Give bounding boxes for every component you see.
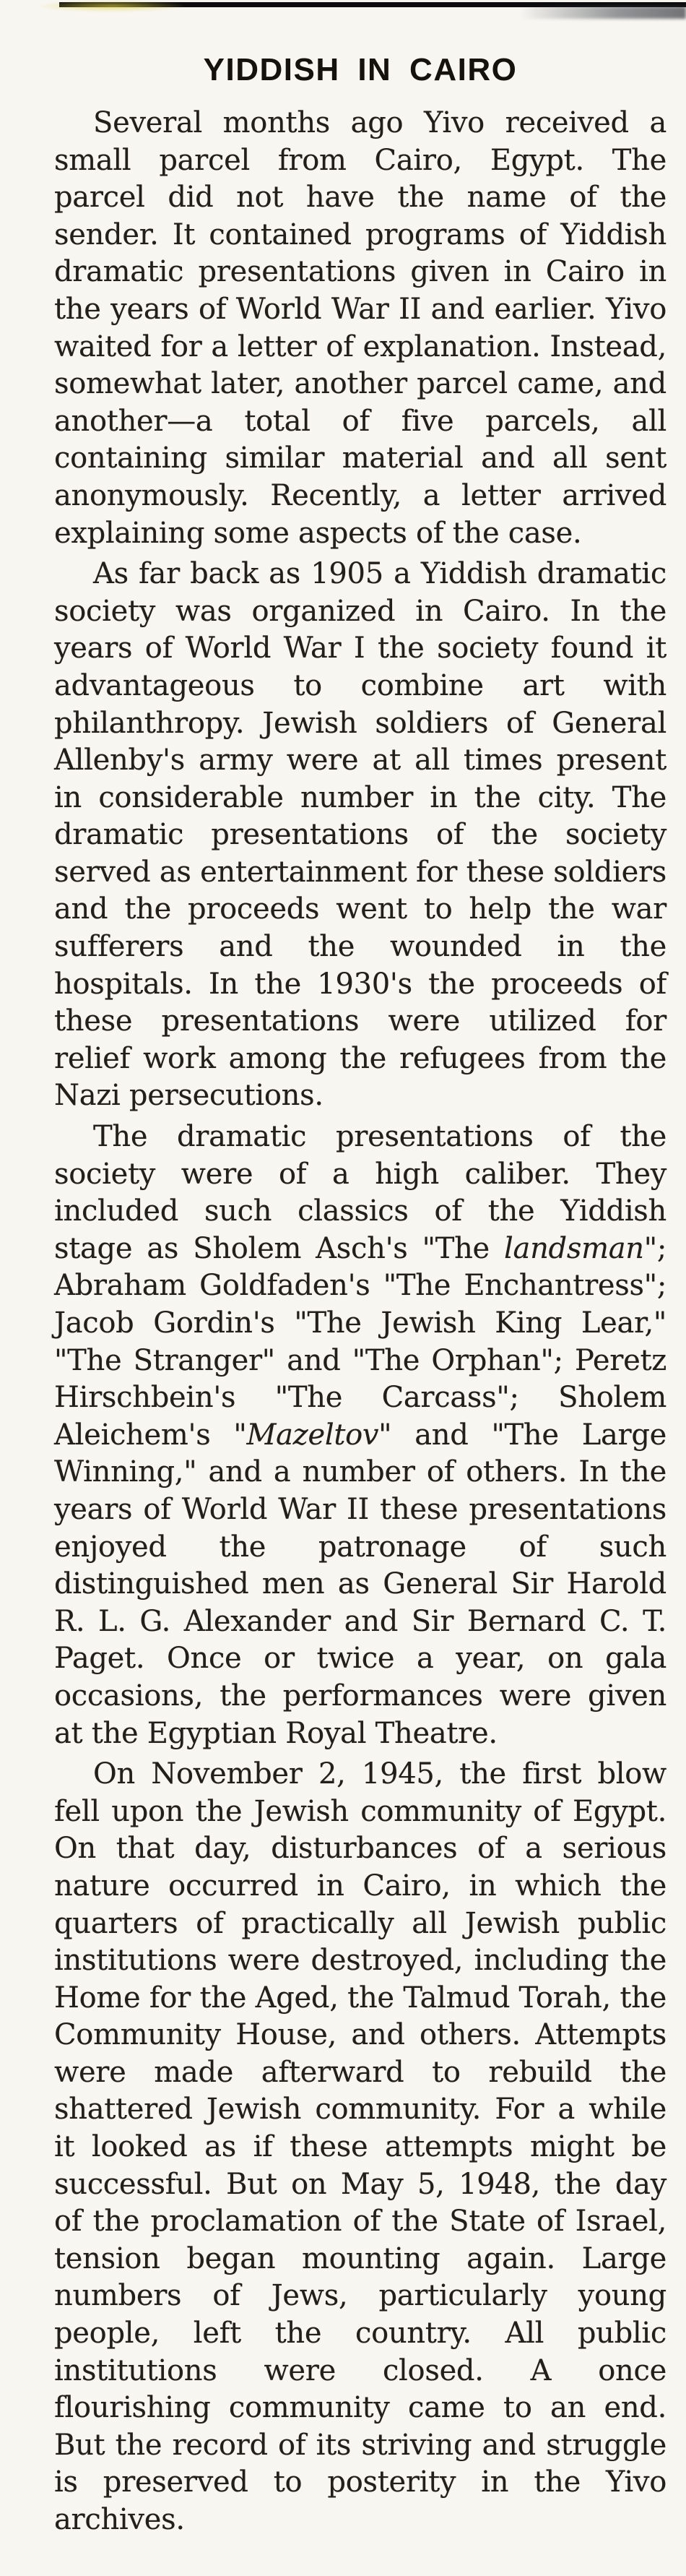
paragraph-2 bbox=[54, 556, 667, 1115]
paragraph-text: " and "The Large Winning," and a number of others. In the years of World War II these presentations enjoyed the patronage of such distinguished men as General Sir Harold R. L. G. Alexander and Sir Bernard C. T. Paget. Once or twice a year, on gala occasions, the performances were given at the Egyptian Royal Theatre. bbox=[54, 1418, 667, 1750]
scan-artifact-yellow-smudge bbox=[36, 0, 188, 12]
article-title: YIDDISH IN CAIRO bbox=[203, 52, 518, 87]
scan-artifact-gray-smudge bbox=[520, 7, 686, 19]
paragraph-text: Several months ago Yivo received a small parcel from Cairo, Egypt. The parcel did not have the name of the sender. It contained programs of Yiddish dramatic presentations given in Cairo in the years of World War II and earlier. Yivo waited for a letter of explanation. Instead, somewhat later, another parcel came, and another—a total of five parcels, all containing similar material and all sent anonymously. Recently, a letter arrived explaining some aspects of the case. bbox=[54, 106, 667, 550]
paragraph-text: On November 2, 1945, the first blow fell upon the Jewish community of Egypt. On that day, disturbances of a serious nature occurred in Cairo, in which the quarters of practically all Jewish public institutions were destroyed, including the Home for the Aged, the Talmud Torah, the Community House, and others. Attempts were made afterward to rebuild the shattered Jewish community. For a while it looked as if these attempts might be successful. But on May 5, 1948, the day of the proclamation of the State of Israel, tension began mounting again. Large numbers of Jews, particularly young people, left the country. All public institutions were closed. A once flourishing community came to an end. But the record of its striving and struggle is preserved to posterity in the Yivo archives. bbox=[54, 1757, 667, 2536]
italic-play-title: landsman bbox=[504, 1231, 644, 1265]
paragraph-text: "; Abraham Goldfaden's "The Enchantress"; Jacob Gordin's "The Jewish King Lear," "The Stranger" and "The Orphan"; Peretz Hirschbein's "The Carcass"; Sholem Aleichem's " bbox=[54, 1231, 667, 1452]
paragraph-text: The dramatic presentations of the society were of a high caliber. They included such classics of the Yiddish stage as Sholem Asch's "The bbox=[54, 1120, 667, 1265]
italic-play-title: Mazeltov bbox=[246, 1418, 379, 1452]
paragraph-3 bbox=[54, 1119, 667, 1752]
article-column bbox=[54, 54, 667, 2539]
paragraph-text: As far back as 1905 a Yiddish dramatic society was organized in Cairo. In the years of World War I the society found it advantageous to combine art with philanthropy. Jewish soldiers of General Allenby's army were at all times present in considerable number in the city. The dramatic presentations of the society served as entertainment for these soldiers and the proceeds went to help the war sufferers and the wounded in the hospitals. In the 1930's the proceeds of these presentations were utilized for relief work among the refugees from the Nazi persecutions. bbox=[54, 557, 667, 1113]
paragraph-4 bbox=[54, 1756, 667, 2538]
paragraph-1 bbox=[54, 105, 667, 552]
